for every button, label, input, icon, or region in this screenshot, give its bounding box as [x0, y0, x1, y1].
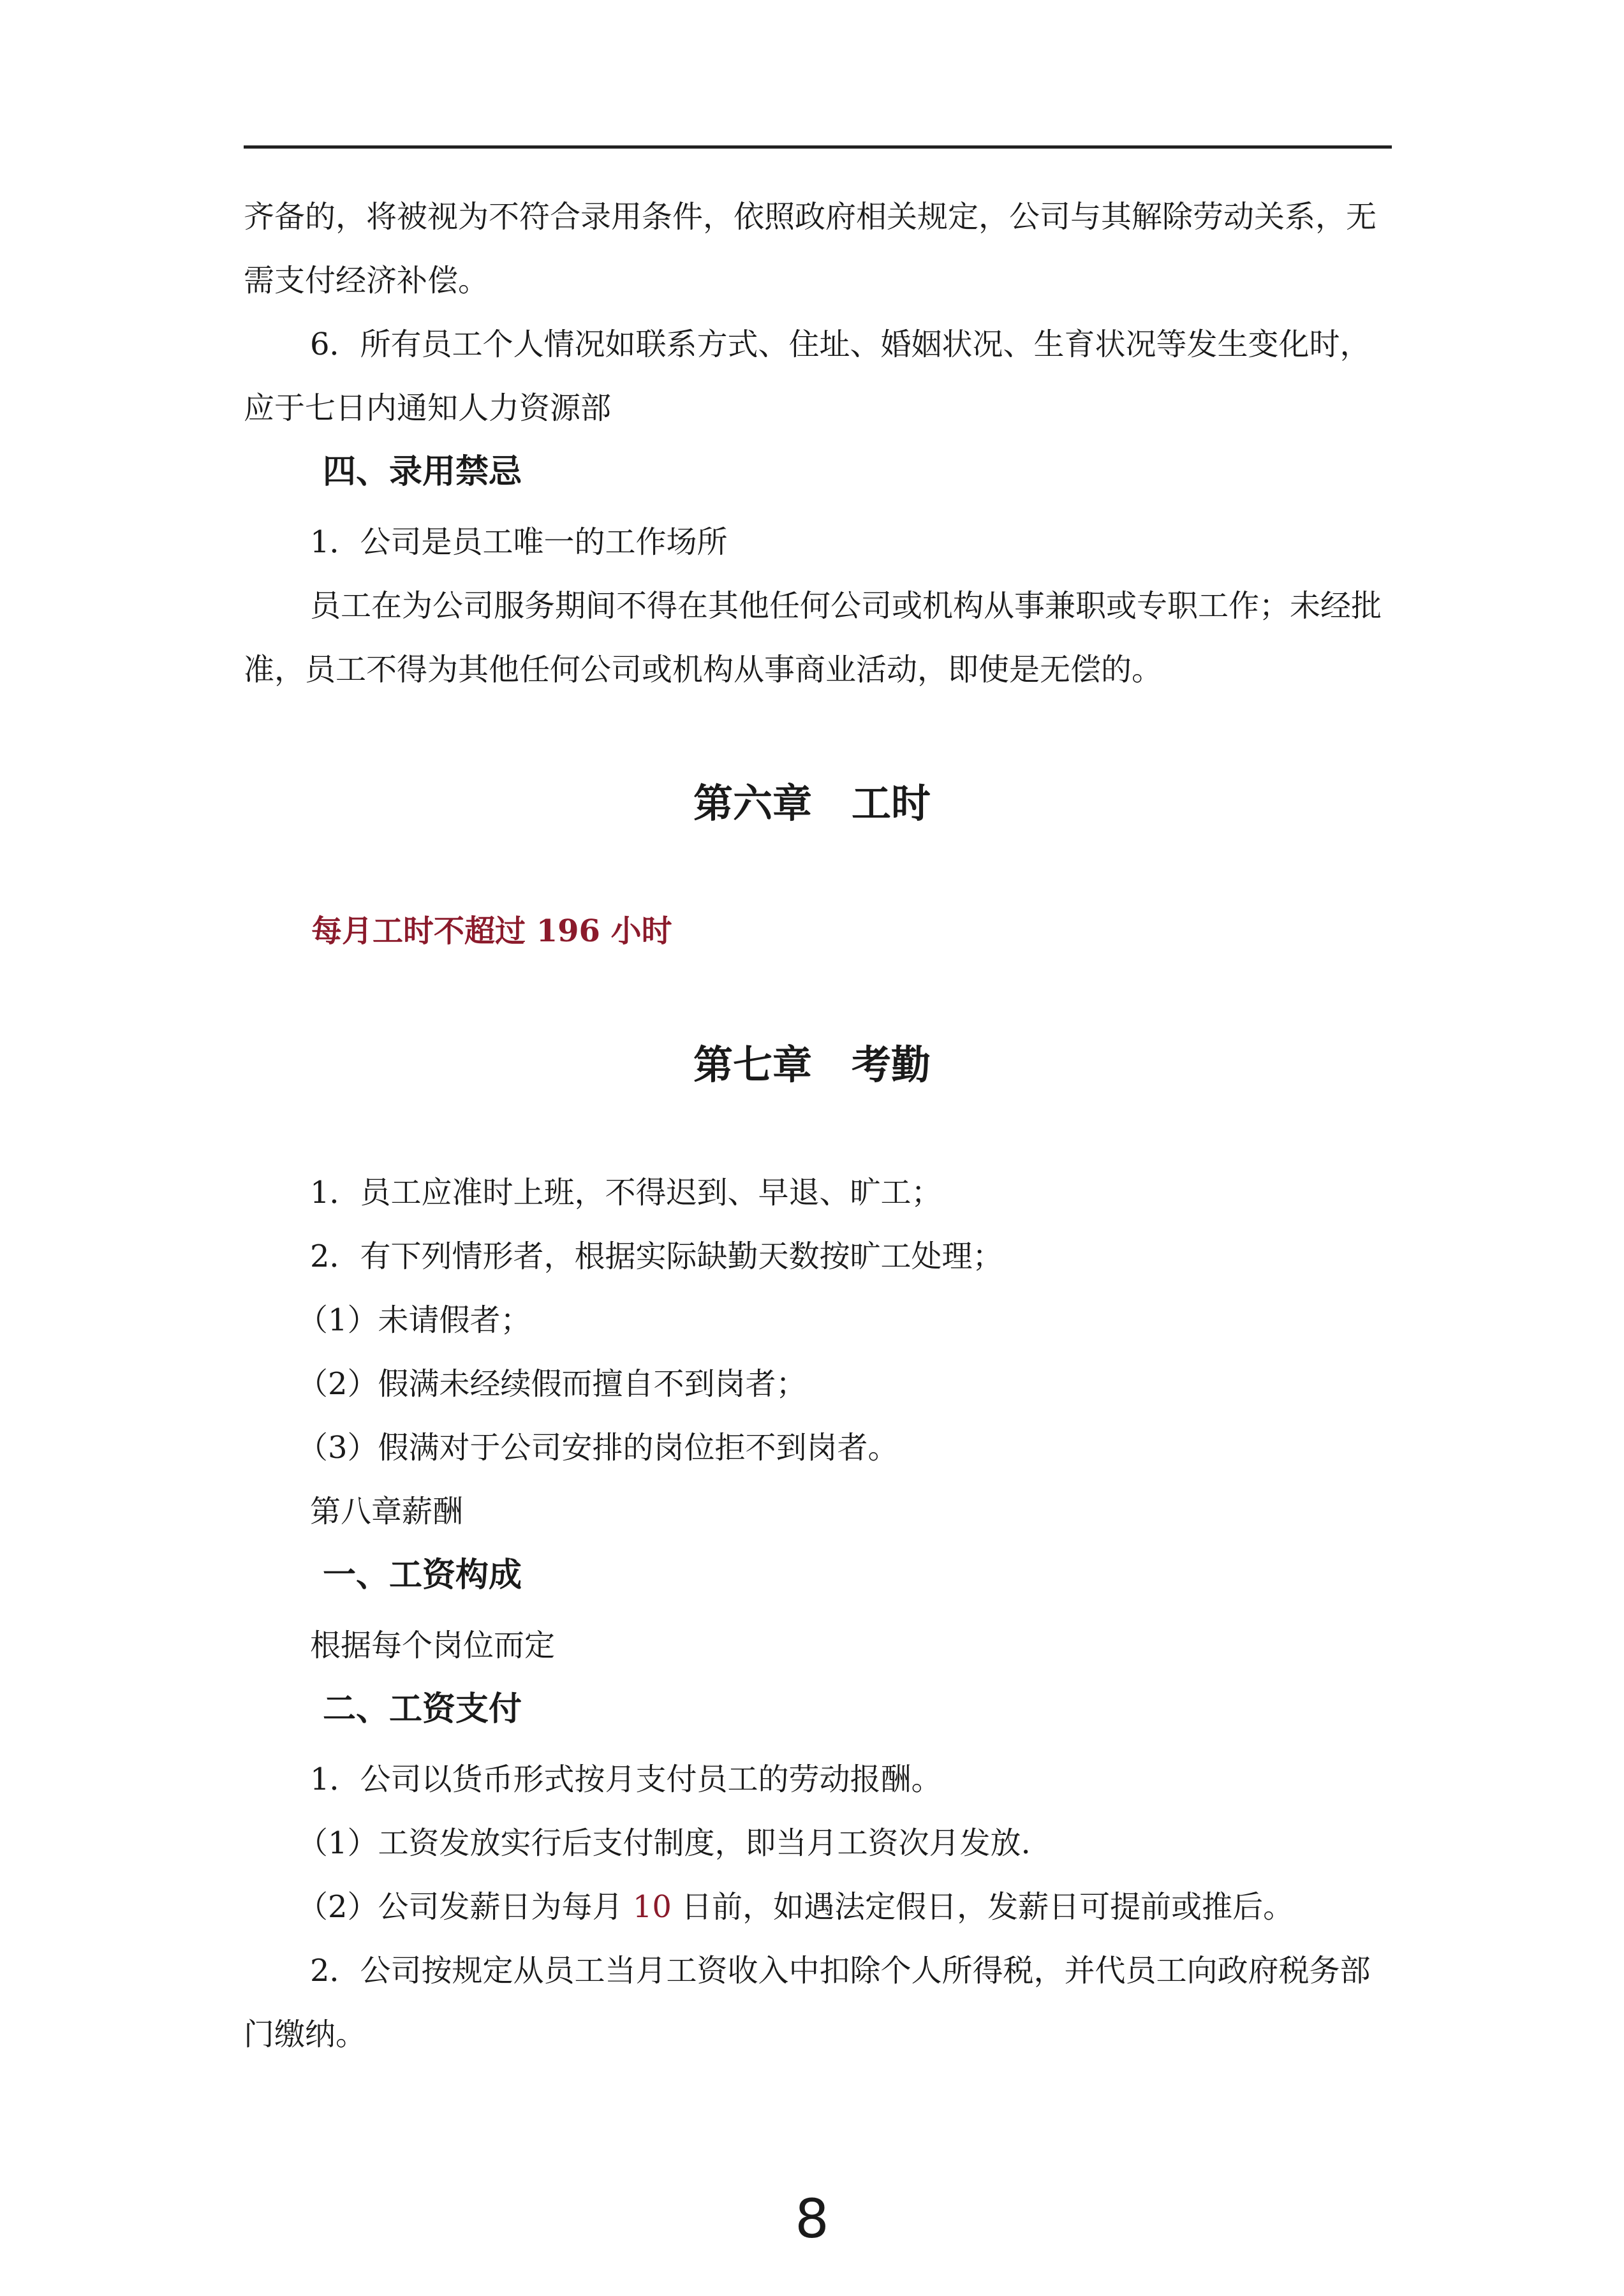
section-title-4: 四、录用禁忌 [323, 453, 522, 491]
section-title-8-1: 一、工资构成 [323, 1556, 522, 1594]
paragraph-4-1: 员工在为公司服务期间不得在其他任何公司或机构从事兼职或专职工作；未经批准，员工不得为其他任何公司或机构从事商业活动，即使是无偿的。 [244, 588, 1382, 688]
pay-item-1-2-after: 日前，如遇法定假日，发薪日可提前或推后。 [671, 1889, 1294, 1925]
chapter-8-title: 第八章薪酬 [310, 1494, 464, 1529]
work-hours-note: 每月工时不超过 196 小时 [311, 913, 672, 949]
pay-item-1-1: （1）工资发放实行后支付制度，即当月工资次月发放. [297, 1825, 1031, 1861]
pay-item-1: 1．公司以货币形式按月支付员工的劳动报酬。 [310, 1762, 942, 1797]
chapter-6-title: 第六章 工时 [693, 780, 931, 827]
pay-item-1-2-before: （2）公司发薪日为每月 [297, 1889, 633, 1925]
payday-highlight: 10 [632, 1889, 672, 1925]
paragraph-item-6: 6．所有员工个人情况如联系方式、住址、婚姻状况、生育状况等发生变化时，应于七日内通知人力资源部 [244, 327, 1371, 426]
pay-item-2: 2．公司按规定从员工当月工资收入中扣除个人所得税，并代员工向政府税务部门缴纳。 [244, 1953, 1371, 2052]
item-4-1: 1．公司是员工唯一的工作场所 [310, 524, 728, 560]
attendance-item-2-3: （3）假满对于公司安排的岗位拒不到岗者。 [297, 1430, 899, 1466]
attendance-item-2-2: （2）假满未经续假而擅自不到岗者； [297, 1366, 807, 1402]
pay-item-1-2 [297, 1875, 1294, 1939]
paragraph-continued: 齐备的，将被视为不符合录用条件，依照政府相关规定，公司与其解除劳动关系，无需支付经济补偿。 [244, 199, 1377, 298]
attendance-item-2-1: （1）未请假者； [297, 1302, 531, 1338]
attendance-item-1: 1．员工应准时上班，不得迟到、早退、旷工； [310, 1175, 942, 1211]
page-number: 8 [795, 2188, 829, 2250]
header-rule [244, 145, 1392, 149]
attendance-item-2: 2．有下列情形者，根据实际缺勤天数按旷工处理； [310, 1239, 1003, 1274]
paragraph-8-1: 根据每个岗位而定 [310, 1628, 556, 1663]
section-title-8-2: 二、工资支付 [323, 1690, 522, 1728]
chapter-7-title: 第七章 考勤 [693, 1041, 931, 1088]
